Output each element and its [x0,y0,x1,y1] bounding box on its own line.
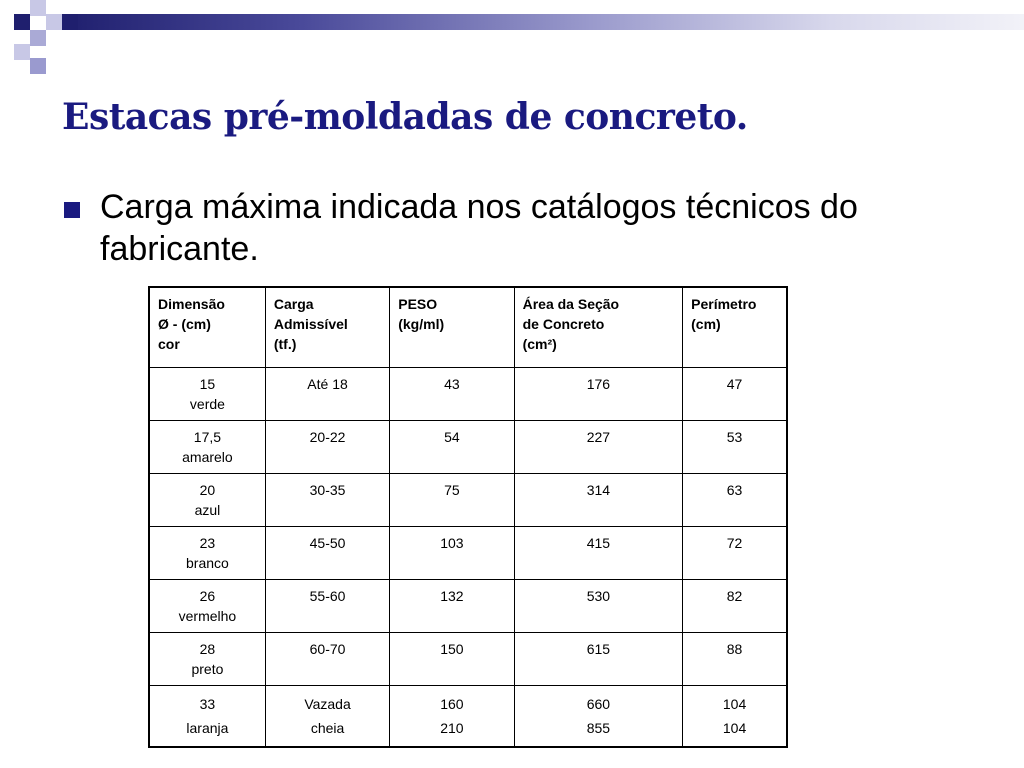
cell-perimetro: 104 104 [683,686,787,748]
cell-carga: 60-70 [265,633,389,686]
cell-peso: 160 210 [390,686,514,748]
decor-square [46,14,62,30]
decor-square [30,30,46,46]
cell-carga: Até 18 [265,368,389,421]
slide-title: Estacas pré-moldadas de concreto. [62,96,748,138]
cell-area: 227 [514,421,683,474]
table-row [149,368,787,421]
decor-square [30,0,46,16]
decor-square [14,44,30,60]
cell-dimensao: 26 vermelho [149,580,265,633]
cell-perimetro: 47 [683,368,787,421]
decor-square [62,14,78,30]
table-row [149,633,787,686]
cell-peso: 75 [390,474,514,527]
cell-peso: 54 [390,421,514,474]
table-row [149,580,787,633]
cell-dimensao: 17,5 amarelo [149,421,265,474]
decor-square [30,58,46,74]
cell-perimetro: 63 [683,474,787,527]
cell-perimetro: 53 [683,421,787,474]
cell-dimensao: 28 preto [149,633,265,686]
table-row [149,421,787,474]
header-area: Área da Seção de Concreto (cm²) [514,287,683,368]
cell-area: 415 [514,527,683,580]
header-dimensao: Dimensão Ø - (cm) cor [149,287,265,368]
cell-area: 615 [514,633,683,686]
square-bullet-icon [64,202,80,218]
cell-area: 530 [514,580,683,633]
table-row [149,686,787,748]
cell-carga: 55-60 [265,580,389,633]
cell-carga: 45-50 [265,527,389,580]
cell-dimensao: 33 laranja [149,686,265,748]
decor-square [14,14,30,30]
bullet-text: Carga máxima indicada nos catálogos técnicos do fabricante. [100,188,858,268]
cell-area: 314 [514,474,683,527]
table-row [149,474,787,527]
cell-peso: 103 [390,527,514,580]
cell-carga: 20-22 [265,421,389,474]
cell-dimensao: 20 azul [149,474,265,527]
table-row [149,527,787,580]
cell-area: 176 [514,368,683,421]
bullet-item [64,186,984,270]
cell-dimensao: 23 branco [149,527,265,580]
table-header-row [149,287,787,368]
cell-peso: 43 [390,368,514,421]
header-carga: Carga Admissível (tf.) [265,287,389,368]
pile-specs-table [148,286,788,748]
cell-peso: 132 [390,580,514,633]
header-perimetro: Perímetro (cm) [683,287,787,368]
cell-perimetro: 72 [683,527,787,580]
cell-dimensao: 15 verde [149,368,265,421]
cell-carga: 30-35 [265,474,389,527]
header-peso: PESO (kg/ml) [390,287,514,368]
cell-perimetro: 82 [683,580,787,633]
header-gradient-bar [62,14,1024,30]
cell-area: 660 855 [514,686,683,748]
cell-peso: 150 [390,633,514,686]
cell-carga: Vazada cheia [265,686,389,748]
cell-perimetro: 88 [683,633,787,686]
